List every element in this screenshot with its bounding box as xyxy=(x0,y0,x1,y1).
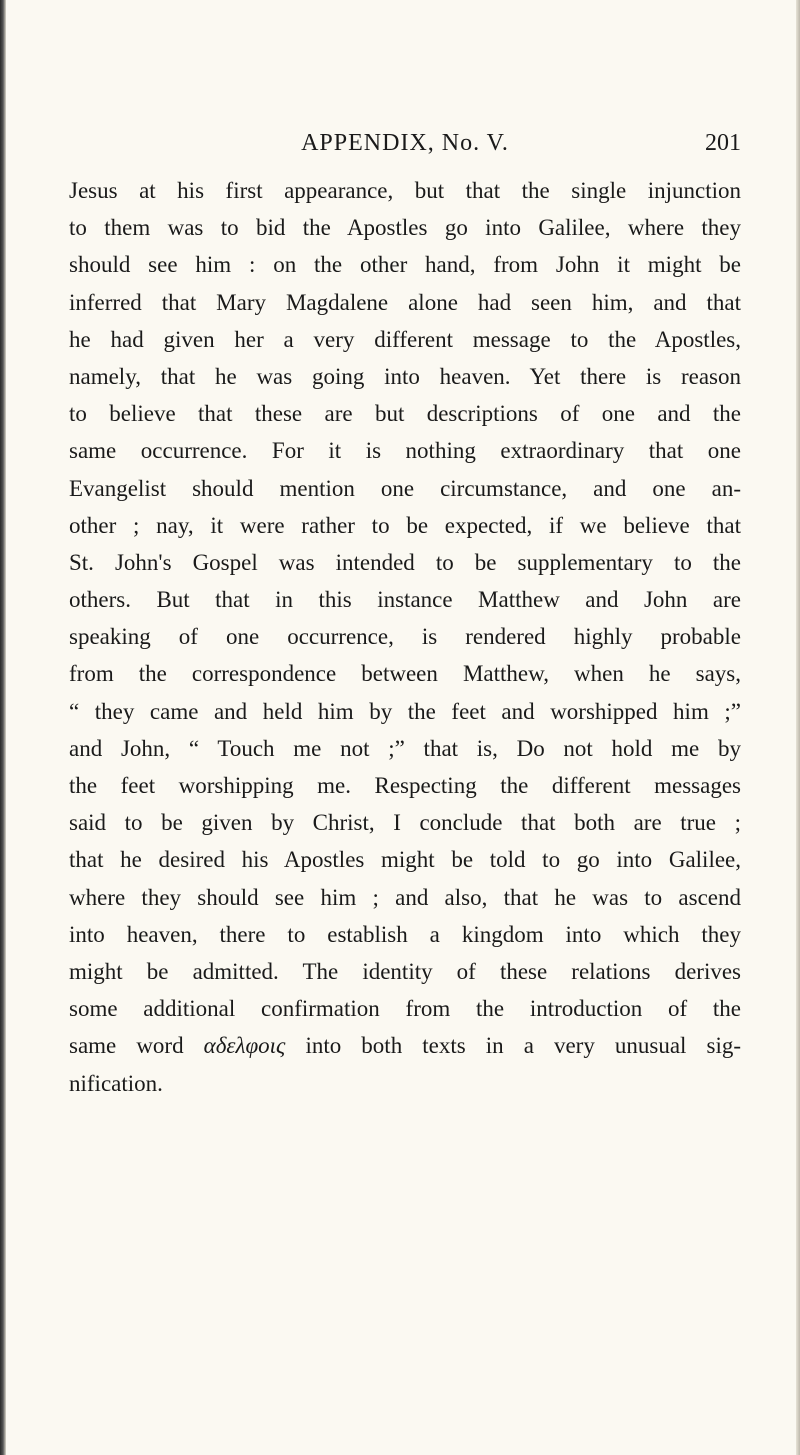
text-line: Jesus at his first appearance, but that the single injunction xyxy=(69,178,741,203)
text-segment: into both texts in a very unusual sig- xyxy=(305,1033,741,1059)
text-line: he had given her a very different message to the Apostles, xyxy=(69,326,741,352)
text-line: some additional confirmation from the introduction of the xyxy=(69,996,741,1022)
text-line: that he desired his Apostles might be told to go into Galilee, xyxy=(69,847,741,873)
page-binding-edge xyxy=(0,0,6,1455)
text-line-greek xyxy=(69,1027,741,1064)
running-head xyxy=(69,120,741,168)
text-line: from the correspondence between Matthew, when he says, xyxy=(69,661,741,687)
text-line: inferred that Mary Magdalene alone had seen him, and that xyxy=(69,289,741,315)
text-line: same occurrence. For it is nothing extraordinary that one xyxy=(69,438,741,464)
text-line: to them was to bid the Apostles go into Galilee, where they xyxy=(69,215,741,241)
greek-word: αδελφοις xyxy=(203,1033,286,1059)
body-paragraph xyxy=(69,172,741,1102)
page-right-edge xyxy=(796,0,800,1455)
text-line: speaking of one occurrence, is rendered highly probable xyxy=(69,624,741,650)
text-line: St. John's Gospel was intended to be supplementary to the xyxy=(69,549,741,575)
book-page xyxy=(69,120,741,1102)
text-line: the feet worshipping me. Respecting the different messages xyxy=(69,773,741,798)
running-title: APPENDIX, No. V. xyxy=(301,130,509,156)
text-segment: same word xyxy=(69,1033,184,1059)
text-line-final: nification. xyxy=(69,1070,163,1096)
text-line: should see him : on the other hand, from John it might be xyxy=(69,252,741,278)
text-line: might be admitted. The identity of these relations derives xyxy=(69,958,741,984)
page-number: 201 xyxy=(705,130,741,156)
text-line: where they should see him ; and also, that he was to ascend xyxy=(69,884,741,910)
text-line: Evangelist should mention one circumstance, and one an- xyxy=(69,475,741,501)
text-line: others. But that in this instance Matthew and John are xyxy=(69,587,741,613)
text-line: “ they came and held him by the feet and worshipped him ;” xyxy=(69,698,741,724)
text-line: other ; nay, it were rather to be expected, if we believe that xyxy=(69,512,741,538)
text-line: said to be given by Christ, I conclude that both are true ; xyxy=(69,810,741,836)
text-line: to believe that these are but descriptions of one and the xyxy=(69,401,741,427)
text-line: into heaven, there to establish a kingdom into which they xyxy=(69,921,741,947)
text-line: namely, that he was going into heaven. Yet there is reason xyxy=(69,363,741,389)
text-line: and John, “ Touch me not ;” that is, Do not hold me by xyxy=(69,735,741,761)
